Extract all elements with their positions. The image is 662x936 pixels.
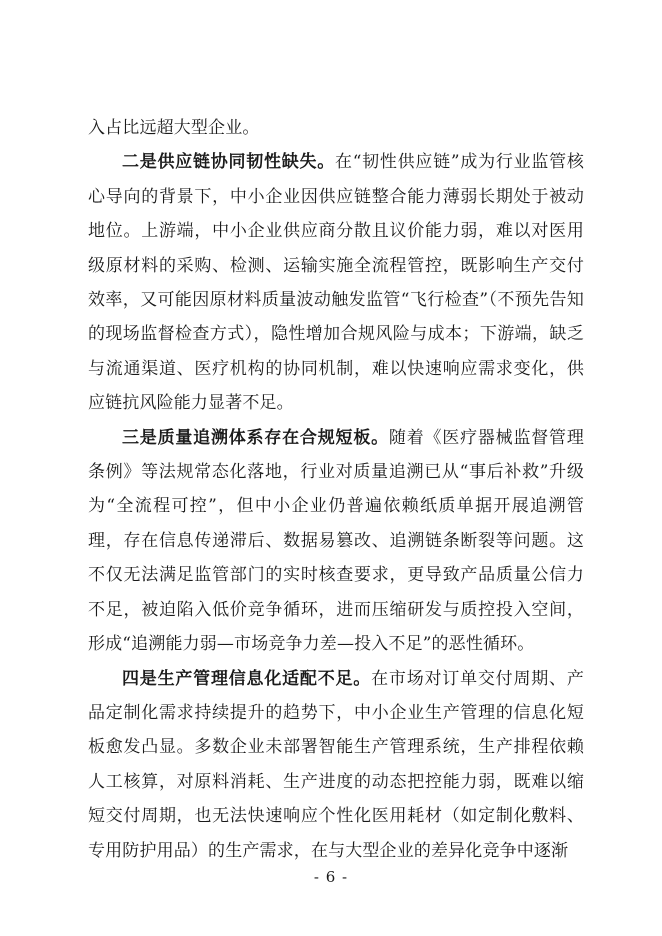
document-body (88, 111, 584, 868)
paragraph-supply-chain (88, 145, 584, 420)
paragraph-production-management (88, 662, 584, 868)
paragraph-traceability (88, 421, 584, 662)
paragraph-lead-heading: 三是质量追溯体系存在合规短板。 (122, 427, 389, 448)
page-number: - 6 - (313, 868, 349, 886)
paragraph-lead-heading: 四是生产管理信息化适配不足。 (122, 668, 372, 689)
paragraph-text: 随着《医疗器械监督管理条例》等法规常态化落地，行业对质量追溯已从“事后补救”升级为“全流程可控”，但中小企业仍普遍依赖纸质单据开展追溯管理，存在信息传递滞后、数据易篡改、追溯链条断裂等问题。这不仅无法满足监管部门的实时核查要求，更导致产品质量公信力不足，被迫陷入低价竞争循环，进而压缩研发与质控投入空间，形成“追溯能力弱—市场竞争力差—投入不足”的恶性循环。 (88, 427, 584, 655)
paragraph-text: 在市场对订单交付周期、产品定制化需求持续提升的趋势下，中小企业生产管理的信息化短板愈发凸显。多数企业未部署智能生产管理系统，生产排程依赖人工核算，对原料消耗、生产进度的动态把控能力弱，既难以缩短交付周期，也无法快速响应个性化医用耗材（如定制化敷料、专用防护用品）的生产需求，在与大型企业的差异化竞争中逐渐 (88, 668, 584, 861)
paragraph-text: 在“韧性供应链”成为行业监管核心导向的背景下，中小企业因供应链整合能力薄弱长期处于被动地位。上游端，中小企业供应商分散且议价能力弱，难以对医用级原材料的采购、检测、运输实施全流程管控，既影响生产交付效率，又可能因原材料质量波动触发监管“飞行检查”（不预先告知的现场监督检查方式），隐性增加合规风险与成本；下游端，缺乏与流通渠道、医疗机构的协同机制，难以快速响应需求变化，供应链抗风险能力显著不足。 (88, 152, 584, 414)
paragraph-text: 入占比远超大型企业。 (88, 118, 260, 138)
paragraph-continuation (88, 111, 584, 145)
paragraph-lead-heading: 二是供应链协同韧性缺失。 (122, 152, 335, 173)
